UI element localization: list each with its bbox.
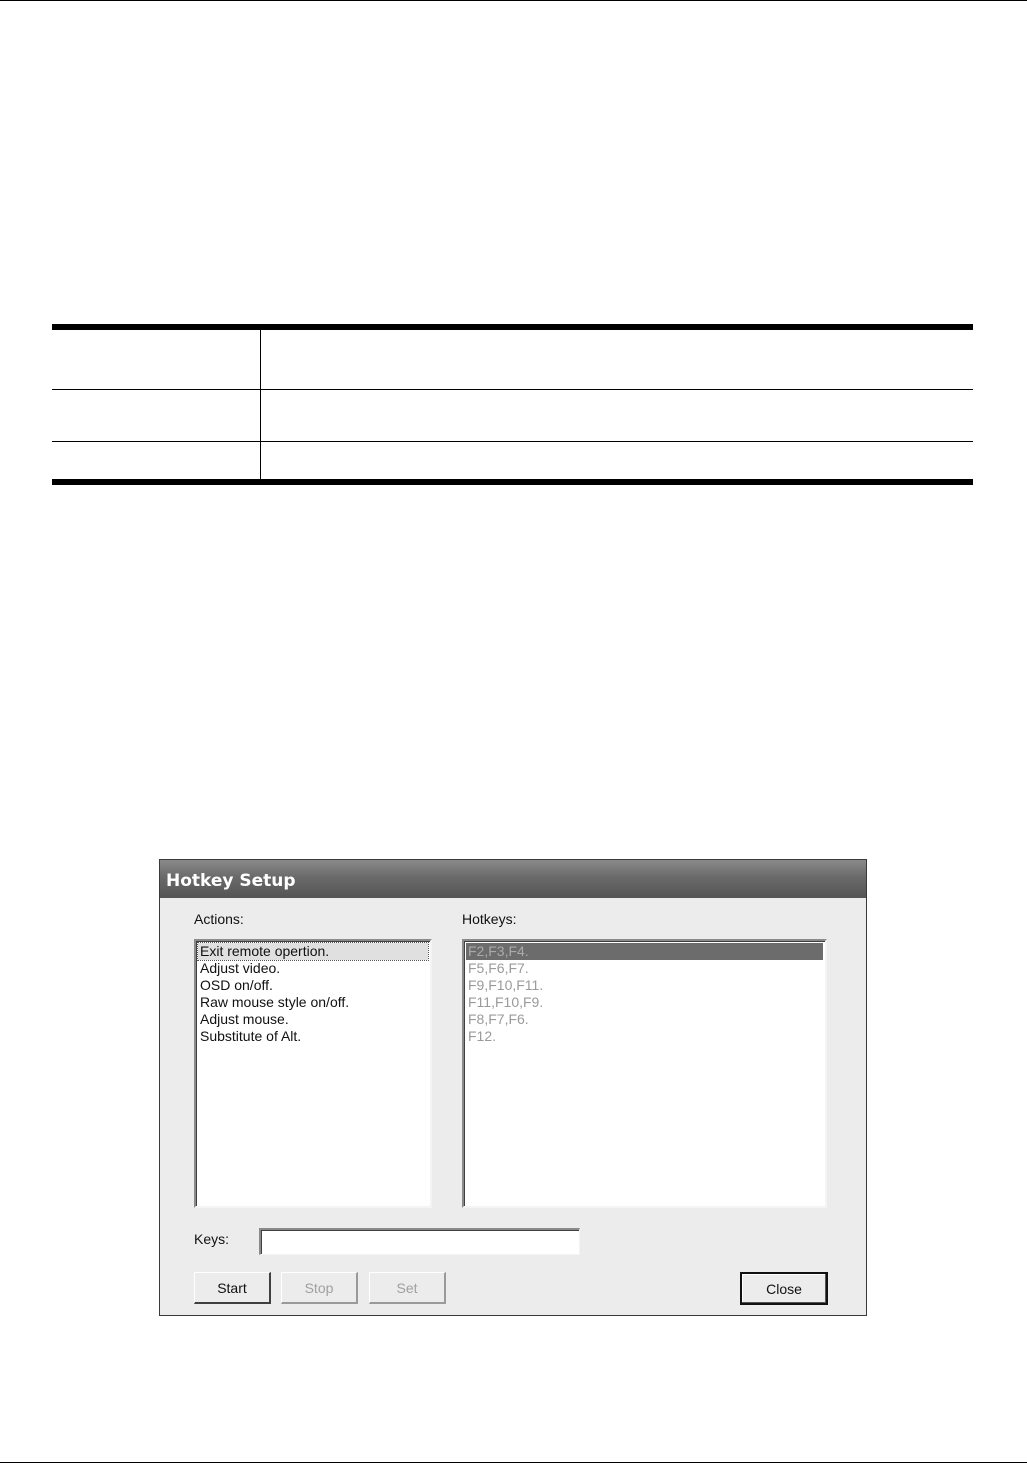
- document-table: [52, 324, 973, 485]
- list-item[interactable]: Exit remote opertion.: [198, 943, 428, 960]
- list-item[interactable]: OSD on/off.: [200, 977, 273, 993]
- table-row-divider: [52, 441, 973, 442]
- table-row-divider: [52, 389, 973, 390]
- start-button[interactable]: Start: [194, 1272, 271, 1304]
- stop-button[interactable]: Stop: [281, 1272, 358, 1304]
- hotkey-setup-dialog: [159, 859, 867, 1316]
- list-item[interactable]: F11,F10,F9.: [468, 994, 544, 1010]
- actions-list[interactable]: [194, 939, 432, 1208]
- list-item[interactable]: F8,F7,F6.: [468, 1011, 529, 1027]
- table-bottom-border: [52, 479, 973, 485]
- dialog-client-area: [164, 898, 862, 1312]
- list-item[interactable]: F12.: [468, 1028, 497, 1044]
- table-column-divider: [260, 330, 261, 479]
- set-button[interactable]: Set: [369, 1272, 446, 1304]
- table-top-border: [52, 324, 973, 330]
- list-item[interactable]: Substitute of Alt.: [200, 1028, 302, 1044]
- hotkeys-label: Hotkeys:: [462, 911, 517, 927]
- list-item[interactable]: F2,F3,F4.: [466, 943, 823, 960]
- page-bottom-rule: [0, 1462, 1027, 1463]
- page-top-rule: [0, 0, 1027, 1]
- dialog-titlebar[interactable]: [160, 860, 866, 898]
- list-item[interactable]: Adjust video.: [200, 960, 281, 976]
- list-item[interactable]: Raw mouse style on/off.: [200, 994, 350, 1010]
- keys-label: Keys:: [194, 1231, 230, 1247]
- list-item[interactable]: F9,F10,F11.: [468, 977, 544, 993]
- dialog-title: Hotkey Setup: [166, 871, 296, 891]
- list-item[interactable]: F5,F6,F7.: [468, 960, 529, 976]
- keys-input[interactable]: [259, 1228, 580, 1255]
- list-item[interactable]: Adjust mouse.: [200, 1011, 289, 1027]
- actions-label: Actions:: [194, 911, 244, 927]
- hotkeys-list[interactable]: [462, 939, 827, 1208]
- close-button[interactable]: Close: [740, 1272, 828, 1305]
